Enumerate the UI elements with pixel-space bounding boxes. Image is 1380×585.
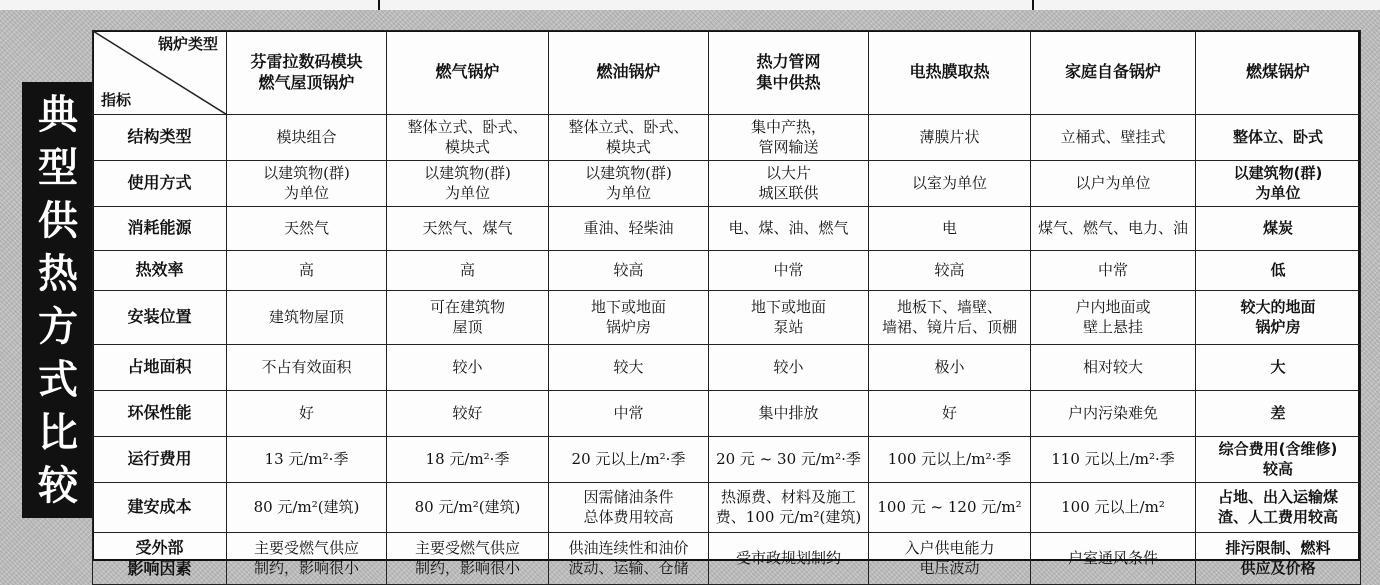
table-cell: 入户供电能力 电压波动 [869, 533, 1031, 585]
table-cell: 因需储油条件 总体费用较高 [549, 483, 709, 533]
table-cell: 建筑物屋顶 [227, 291, 387, 345]
table-cell: 煤炭 [1196, 207, 1361, 251]
table-cell: 中常 [1031, 251, 1196, 291]
table-cell: 以室为单位 [869, 161, 1031, 207]
table-cell: 整体立式、卧式、 模块式 [387, 115, 549, 161]
table-cell: 100 元 ~ 120 元/m² [869, 483, 1031, 533]
column-header: 电热膜取热 [869, 31, 1031, 115]
table-cell: 好 [869, 391, 1031, 437]
table-cell: 地下或地面 泵站 [709, 291, 869, 345]
table-cell: 100 元以上/m² [1031, 483, 1196, 533]
table-cell: 相对较大 [1031, 345, 1196, 391]
table-row [93, 251, 1361, 291]
comparison-table [92, 30, 1361, 585]
column-header: 燃油锅炉 [549, 31, 709, 115]
table-cell: 整体立式、卧式、 模块式 [549, 115, 709, 161]
row-label: 结构类型 [93, 115, 227, 161]
table-cell: 地板下、墙壁、 墙裙、镜片后、顶棚 [869, 291, 1031, 345]
column-header: 芬雷拉数码模块 燃气屋顶锅炉 [227, 31, 387, 115]
side-title-char: 型 [38, 144, 78, 191]
table-cell: 以建筑物(群) 为单位 [1196, 161, 1361, 207]
table-cell: 电、煤、油、燃气 [709, 207, 869, 251]
corner-cell [93, 31, 227, 115]
table-cell: 中常 [549, 391, 709, 437]
table-cell: 110 元以上/m²·季 [1031, 437, 1196, 483]
table-cell: 差 [1196, 391, 1361, 437]
table-cell: 低 [1196, 251, 1361, 291]
table-cell: 重油、轻柴油 [549, 207, 709, 251]
column-header: 燃煤锅炉 [1196, 31, 1361, 115]
table-row [93, 437, 1361, 483]
table-cell: 热源费、材料及施工 费、100 元/m²(建筑) [709, 483, 869, 533]
table-cell: 电 [869, 207, 1031, 251]
row-label: 热效率 [93, 251, 227, 291]
corner-top-label: 锅炉类型 [157, 35, 218, 53]
top-margin-strip [0, 0, 1380, 10]
table-cell: 占地、出入运输煤 渣、人工费用较高 [1196, 483, 1361, 533]
table-cell: 以建筑物(群) 为单位 [227, 161, 387, 207]
table-cell: 薄膜片状 [869, 115, 1031, 161]
table-cell: 受市政规划制约 [709, 533, 869, 585]
table-row [93, 345, 1361, 391]
table-row [93, 391, 1361, 437]
row-label: 建安成本 [93, 483, 227, 533]
table-cell: 以大片 城区联供 [709, 161, 869, 207]
table-cell: 地下或地面 锅炉房 [549, 291, 709, 345]
table-cell: 以建筑物(群) 为单位 [387, 161, 549, 207]
row-label: 受外部 影响因素 [93, 533, 227, 585]
side-title-char: 比 [38, 409, 78, 456]
top-rule-right [1032, 0, 1034, 10]
table-cell: 较高 [549, 251, 709, 291]
table-cell: 集中产热， 管网输送 [709, 115, 869, 161]
table-cell: 煤气、燃气、电力、油 [1031, 207, 1196, 251]
column-header: 家庭自备锅炉 [1031, 31, 1196, 115]
table-cell: 综合费用(含维修) 较高 [1196, 437, 1361, 483]
table-cell: 较好 [387, 391, 549, 437]
row-label: 使用方式 [93, 161, 227, 207]
table-cell: 18 元/m²·季 [387, 437, 549, 483]
side-title-char: 较 [38, 462, 78, 509]
row-label: 消耗能源 [93, 207, 227, 251]
table-row [93, 115, 1361, 161]
table-cell: 较大的地面 锅炉房 [1196, 291, 1361, 345]
row-label: 占地面积 [93, 345, 227, 391]
table-cell: 较小 [387, 345, 549, 391]
side-title-char: 方 [38, 303, 78, 350]
table-cell: 供油连续性和油价 波动、运输、仓储 [549, 533, 709, 585]
table-cell: 20 元 ~ 30 元/m²·季 [709, 437, 869, 483]
corner-bottom-label: 指标 [101, 90, 132, 109]
table-cell: 主要受燃气供应 制约，影响很小 [227, 533, 387, 585]
table-cell: 集中排放 [709, 391, 869, 437]
table-cell: 户室通风条件 [1031, 533, 1196, 585]
table-cell: 立桶式、壁挂式 [1031, 115, 1196, 161]
table-cell: 以户为单位 [1031, 161, 1196, 207]
row-label: 安装位置 [93, 291, 227, 345]
table-cell: 以建筑物(群) 为单位 [549, 161, 709, 207]
table-cell: 较大 [549, 345, 709, 391]
table-cell: 较小 [709, 345, 869, 391]
table-row [93, 483, 1361, 533]
table-cell: 100 元以上/m²·季 [869, 437, 1031, 483]
column-header: 热力管网 集中供热 [709, 31, 869, 115]
table-cell: 大 [1196, 345, 1361, 391]
table-cell: 极小 [869, 345, 1031, 391]
table-cell: 主要受燃气供应 制约，影响很小 [387, 533, 549, 585]
table-cell: 好 [227, 391, 387, 437]
table-cell: 80 元/m²(建筑) [387, 483, 549, 533]
row-label: 环保性能 [93, 391, 227, 437]
table-cell: 可在建筑物 屋顶 [387, 291, 549, 345]
table-cell: 天然气 [227, 207, 387, 251]
top-rule-left [378, 0, 380, 10]
table-cell: 80 元/m²(建筑) [227, 483, 387, 533]
table-cell: 排污限制、燃料 供应及价格 [1196, 533, 1361, 585]
side-title-bar [22, 82, 94, 518]
row-label: 运行费用 [93, 437, 227, 483]
table-row [93, 533, 1361, 585]
table-cell: 不占有效面积 [227, 345, 387, 391]
table-cell: 整体立、卧式 [1196, 115, 1361, 161]
table-row [93, 207, 1361, 251]
table-cell: 20 元以上/m²·季 [549, 437, 709, 483]
table-cell: 较高 [869, 251, 1031, 291]
table-cell: 中常 [709, 251, 869, 291]
table-cell: 高 [227, 251, 387, 291]
table-cell: 天然气、煤气 [387, 207, 549, 251]
table-cell: 高 [387, 251, 549, 291]
table-cell: 模块组合 [227, 115, 387, 161]
table-row [93, 291, 1361, 345]
side-title-char: 热 [38, 250, 78, 297]
column-header: 燃气锅炉 [387, 31, 549, 115]
header-row [93, 31, 1361, 115]
side-title-char: 典 [38, 91, 78, 138]
side-title-char: 式 [38, 356, 78, 403]
table-cell: 户内地面或 壁上悬挂 [1031, 291, 1196, 345]
table-cell: 户内污染难免 [1031, 391, 1196, 437]
side-title-char: 供 [38, 197, 78, 244]
table-row [93, 161, 1361, 207]
table-cell: 13 元/m²·季 [227, 437, 387, 483]
